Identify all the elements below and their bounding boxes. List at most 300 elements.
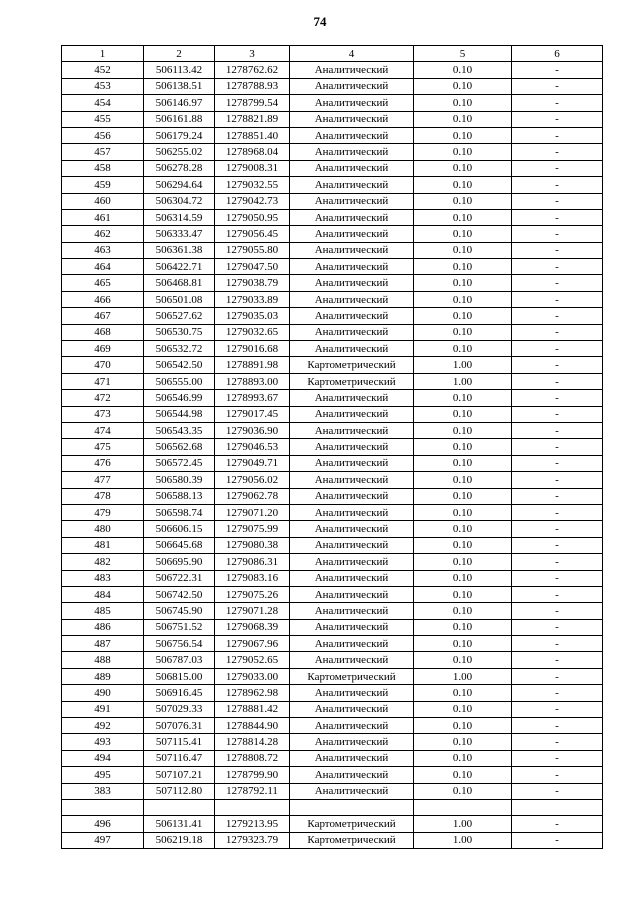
table-cell: 492 [62, 718, 144, 734]
table-cell: Аналитический [290, 127, 414, 143]
table-row [62, 570, 603, 586]
table-cell: Аналитический [290, 144, 414, 160]
table-cell: 1279017.45 [215, 406, 290, 422]
table-cell: - [512, 718, 603, 734]
table-cell: 1278762.62 [215, 62, 290, 78]
table-cell: 0.10 [414, 341, 512, 357]
table-cell: 0.10 [414, 750, 512, 766]
table-cell: 507029.33 [144, 701, 215, 717]
table-cell: Аналитический [290, 767, 414, 783]
table-cell: 506161.88 [144, 111, 215, 127]
table-cell: Аналитический [290, 242, 414, 258]
table-cell: 0.10 [414, 472, 512, 488]
table-cell: 0.10 [414, 422, 512, 438]
table-cell: Аналитический [290, 586, 414, 602]
table-cell: Аналитический [290, 324, 414, 340]
table-cell: 468 [62, 324, 144, 340]
table-cell: Аналитический [290, 504, 414, 520]
table-cell: 1279008.31 [215, 160, 290, 176]
table-cell: Аналитический [290, 275, 414, 291]
table-cell: - [512, 422, 603, 438]
table-cell: 506606.15 [144, 521, 215, 537]
table-cell: Аналитический [290, 472, 414, 488]
table-cell: 507076.31 [144, 718, 215, 734]
table-cell: Аналитический [290, 570, 414, 586]
table-cell: 1.00 [414, 832, 512, 848]
table-cell: 506278.28 [144, 160, 215, 176]
table-cell: 484 [62, 586, 144, 602]
table-row [62, 111, 603, 127]
table-cell: 1279033.89 [215, 291, 290, 307]
table-cell: Аналитический [290, 422, 414, 438]
table-cell: Аналитический [290, 177, 414, 193]
table-cell: Аналитический [290, 390, 414, 406]
table-row [62, 275, 603, 291]
table-cell: - [512, 603, 603, 619]
table-cell: 480 [62, 521, 144, 537]
table-cell: 456 [62, 127, 144, 143]
table-cell: 481 [62, 537, 144, 553]
table-cell: 488 [62, 652, 144, 668]
table-cell: - [512, 750, 603, 766]
table-cell: 0.10 [414, 488, 512, 504]
table-cell: Картометрический [290, 816, 414, 832]
table-cell: 0.10 [414, 636, 512, 652]
table-cell: 506572.45 [144, 455, 215, 471]
table-cell: 506756.54 [144, 636, 215, 652]
table-cell: 1279067.96 [215, 636, 290, 652]
table-cell: 473 [62, 406, 144, 422]
table-body [62, 62, 603, 849]
table-cell: Аналитический [290, 259, 414, 275]
table-cell [512, 799, 603, 815]
table-cell: 491 [62, 701, 144, 717]
table-cell: 497 [62, 832, 144, 848]
table-cell: 495 [62, 767, 144, 783]
table-row [62, 357, 603, 373]
table-cell: Аналитический [290, 308, 414, 324]
table-cell: Аналитический [290, 619, 414, 635]
column-header: 4 [290, 46, 414, 62]
table-cell: 506544.98 [144, 406, 215, 422]
table-cell: 506543.35 [144, 422, 215, 438]
table-cell: - [512, 324, 603, 340]
table-row [62, 504, 603, 520]
table-cell: 506588.13 [144, 488, 215, 504]
table-cell: - [512, 160, 603, 176]
table-row [62, 78, 603, 94]
table-cell: 506422.71 [144, 259, 215, 275]
table-cell: 506501.08 [144, 291, 215, 307]
table-cell: Аналитический [290, 652, 414, 668]
table-cell: 0.10 [414, 291, 512, 307]
table-cell [414, 799, 512, 815]
table-cell: Картометрический [290, 373, 414, 389]
table-cell: - [512, 439, 603, 455]
table-row [62, 734, 603, 750]
table-cell: - [512, 734, 603, 750]
table-cell: Аналитический [290, 291, 414, 307]
table-cell: 1279049.71 [215, 455, 290, 471]
table-cell: 475 [62, 439, 144, 455]
table-cell: 1278808.72 [215, 750, 290, 766]
table-row [62, 177, 603, 193]
table-cell: 506916.45 [144, 685, 215, 701]
table-cell [290, 799, 414, 815]
table-row [62, 521, 603, 537]
table-cell: - [512, 341, 603, 357]
table-row [62, 701, 603, 717]
table-cell: 464 [62, 259, 144, 275]
table-cell: 1279032.65 [215, 324, 290, 340]
table-cell: 1279052.65 [215, 652, 290, 668]
table-cell: 494 [62, 750, 144, 766]
table-cell: 0.10 [414, 439, 512, 455]
table-cell [62, 799, 144, 815]
table-row [62, 324, 603, 340]
table-cell: 506527.62 [144, 308, 215, 324]
table-cell: Аналитический [290, 701, 414, 717]
table-cell: 493 [62, 734, 144, 750]
table-cell: 0.10 [414, 144, 512, 160]
table-cell: - [512, 472, 603, 488]
table-cell: 1279038.79 [215, 275, 290, 291]
table-header-row [62, 46, 603, 62]
table-cell: 490 [62, 685, 144, 701]
table-cell: 1279042.73 [215, 193, 290, 209]
table-cell: - [512, 308, 603, 324]
table-cell: 0.10 [414, 586, 512, 602]
table-cell: 1279071.20 [215, 504, 290, 520]
column-header: 6 [512, 46, 603, 62]
table-cell: 0.10 [414, 685, 512, 701]
table-cell: 0.10 [414, 127, 512, 143]
table-cell: Аналитический [290, 209, 414, 225]
table-cell: 506255.02 [144, 144, 215, 160]
table-cell: 0.10 [414, 62, 512, 78]
table-cell: - [512, 406, 603, 422]
table-cell: 452 [62, 62, 144, 78]
table-row [62, 603, 603, 619]
table-cell: 0.10 [414, 95, 512, 111]
table-row [62, 619, 603, 635]
coordinates-table [61, 45, 603, 849]
table-cell: 0.10 [414, 554, 512, 570]
table-cell: 1279075.26 [215, 586, 290, 602]
table-row [62, 799, 603, 815]
table-cell: - [512, 537, 603, 553]
table-cell: 0.10 [414, 390, 512, 406]
table-cell: 1279075.99 [215, 521, 290, 537]
table-cell: - [512, 504, 603, 520]
table-cell: 506138.51 [144, 78, 215, 94]
table-cell: Аналитический [290, 537, 414, 553]
table-cell: 506751.52 [144, 619, 215, 635]
table-row [62, 291, 603, 307]
table-cell: 453 [62, 78, 144, 94]
table-cell: 0.10 [414, 406, 512, 422]
table-cell: 496 [62, 816, 144, 832]
table-cell: 477 [62, 472, 144, 488]
table-cell: 483 [62, 570, 144, 586]
table-cell: 506722.31 [144, 570, 215, 586]
table-cell: - [512, 144, 603, 160]
table-row [62, 144, 603, 160]
table-cell: - [512, 668, 603, 684]
table-cell: - [512, 619, 603, 635]
table-cell: 489 [62, 668, 144, 684]
table-cell: 1.00 [414, 357, 512, 373]
table-cell: 1279062.78 [215, 488, 290, 504]
table-cell: - [512, 767, 603, 783]
table-cell: 460 [62, 193, 144, 209]
table-cell: 1278851.40 [215, 127, 290, 143]
table-cell: 383 [62, 783, 144, 799]
table-cell: 506645.68 [144, 537, 215, 553]
table-cell: 463 [62, 242, 144, 258]
table-cell: 1279323.79 [215, 832, 290, 848]
table-cell: - [512, 127, 603, 143]
table-cell: 482 [62, 554, 144, 570]
table-cell: 1279056.02 [215, 472, 290, 488]
table-cell: 506530.75 [144, 324, 215, 340]
table-cell: 506598.74 [144, 504, 215, 520]
table-cell: 0.10 [414, 701, 512, 717]
table-cell: 1279032.55 [215, 177, 290, 193]
table-row [62, 652, 603, 668]
table-cell: 0.10 [414, 226, 512, 242]
table-row [62, 586, 603, 602]
page-number: 74 [313, 14, 327, 29]
table-row [62, 422, 603, 438]
table-row [62, 718, 603, 734]
table-row [62, 767, 603, 783]
table-cell: 455 [62, 111, 144, 127]
table-cell: 1278993.67 [215, 390, 290, 406]
table-cell: Аналитический [290, 406, 414, 422]
table-cell: 466 [62, 291, 144, 307]
table-row [62, 636, 603, 652]
table-row [62, 95, 603, 111]
table-row [62, 390, 603, 406]
table-cell: Аналитический [290, 455, 414, 471]
table-cell: - [512, 275, 603, 291]
table-cell: - [512, 357, 603, 373]
table-cell: 507115.41 [144, 734, 215, 750]
table-cell: 0.10 [414, 603, 512, 619]
table-cell: Аналитический [290, 111, 414, 127]
table-cell: 1278881.42 [215, 701, 290, 717]
table-cell: - [512, 783, 603, 799]
table-cell [215, 799, 290, 815]
table-cell: 506131.41 [144, 816, 215, 832]
table-cell: 506333.47 [144, 226, 215, 242]
table-cell: 0.10 [414, 767, 512, 783]
table-cell: 470 [62, 357, 144, 373]
table-row [62, 832, 603, 848]
table-cell: 1279213.95 [215, 816, 290, 832]
table-cell: 506562.68 [144, 439, 215, 455]
table-cell: Аналитический [290, 750, 414, 766]
table-cell: 506361.38 [144, 242, 215, 258]
table-cell: 1278821.89 [215, 111, 290, 127]
table-cell: Картометрический [290, 668, 414, 684]
table-cell: 459 [62, 177, 144, 193]
table-row [62, 160, 603, 176]
table-cell: - [512, 242, 603, 258]
table-cell: 478 [62, 488, 144, 504]
table-cell: 1279050.95 [215, 209, 290, 225]
table-cell: - [512, 62, 603, 78]
column-header: 3 [215, 46, 290, 62]
table-cell: 506294.64 [144, 177, 215, 193]
table-cell: 1279046.53 [215, 439, 290, 455]
table-cell: 465 [62, 275, 144, 291]
table-cell: 0.10 [414, 78, 512, 94]
table-cell: Аналитический [290, 95, 414, 111]
table-cell: 506555.00 [144, 373, 215, 389]
table-cell: 474 [62, 422, 144, 438]
table-cell: 0.10 [414, 521, 512, 537]
table-cell: 0.10 [414, 504, 512, 520]
table-cell: 1279047.50 [215, 259, 290, 275]
table-cell: - [512, 685, 603, 701]
table-cell: 507112.80 [144, 783, 215, 799]
table-cell: 1279083.16 [215, 570, 290, 586]
table-row [62, 341, 603, 357]
table-cell: 506219.18 [144, 832, 215, 848]
table-cell: 1279033.00 [215, 668, 290, 684]
table-cell: Картометрический [290, 832, 414, 848]
table-cell: 1278799.54 [215, 95, 290, 111]
table-cell: - [512, 586, 603, 602]
table-cell: 0.10 [414, 177, 512, 193]
table-cell: 506314.59 [144, 209, 215, 225]
table-cell: 1279016.68 [215, 341, 290, 357]
table-cell: - [512, 95, 603, 111]
table-cell: 506113.42 [144, 62, 215, 78]
table-cell: - [512, 78, 603, 94]
table-cell: Аналитический [290, 521, 414, 537]
table-cell: 1278788.93 [215, 78, 290, 94]
table-cell: 1279068.39 [215, 619, 290, 635]
table-cell: 1278792.11 [215, 783, 290, 799]
table-cell: 0.10 [414, 734, 512, 750]
table-cell: 457 [62, 144, 144, 160]
table-cell: Аналитический [290, 193, 414, 209]
table-row [62, 62, 603, 78]
table-row [62, 406, 603, 422]
table-cell: Аналитический [290, 62, 414, 78]
table-cell: 1278844.90 [215, 718, 290, 734]
table-row [62, 750, 603, 766]
table-cell: 506532.72 [144, 341, 215, 357]
table-cell: Аналитический [290, 439, 414, 455]
table-row [62, 439, 603, 455]
table-cell: - [512, 488, 603, 504]
table-cell: Аналитический [290, 341, 414, 357]
table-cell: 1278799.90 [215, 767, 290, 783]
table-cell: 0.10 [414, 619, 512, 635]
table-cell: - [512, 373, 603, 389]
table-row [62, 209, 603, 225]
table-cell: - [512, 177, 603, 193]
table-cell: - [512, 209, 603, 225]
table-cell: - [512, 701, 603, 717]
table-cell: Аналитический [290, 554, 414, 570]
table-cell: 506580.39 [144, 472, 215, 488]
table-cell: - [512, 652, 603, 668]
table-row [62, 668, 603, 684]
table-cell: 471 [62, 373, 144, 389]
column-header: 1 [62, 46, 144, 62]
table-cell: - [512, 816, 603, 832]
table-cell: 479 [62, 504, 144, 520]
table-cell: 1278891.98 [215, 357, 290, 373]
table-cell: - [512, 226, 603, 242]
table-cell: 0.10 [414, 455, 512, 471]
table-cell: 461 [62, 209, 144, 225]
table-cell: 0.10 [414, 242, 512, 258]
table-cell: 462 [62, 226, 144, 242]
table-cell: 0.10 [414, 160, 512, 176]
table-cell: Аналитический [290, 636, 414, 652]
table-cell: - [512, 259, 603, 275]
table-row [62, 259, 603, 275]
table-cell: 1279035.03 [215, 308, 290, 324]
table-cell: Аналитический [290, 78, 414, 94]
table-row [62, 127, 603, 143]
table-row [62, 816, 603, 832]
table-row [62, 537, 603, 553]
table-cell [144, 799, 215, 815]
table-cell: 506179.24 [144, 127, 215, 143]
table-cell: - [512, 193, 603, 209]
table-row [62, 472, 603, 488]
table-cell: 0.10 [414, 783, 512, 799]
table-row [62, 226, 603, 242]
table-cell: 506468.81 [144, 275, 215, 291]
table-cell: - [512, 521, 603, 537]
table-cell: 0.10 [414, 209, 512, 225]
table-cell: 507116.47 [144, 750, 215, 766]
table-row [62, 488, 603, 504]
table-cell: - [512, 832, 603, 848]
table-cell: 506542.50 [144, 357, 215, 373]
table-cell: 454 [62, 95, 144, 111]
table-cell: Аналитический [290, 685, 414, 701]
table-cell: 1279080.38 [215, 537, 290, 553]
table-row [62, 455, 603, 471]
table-cell: - [512, 390, 603, 406]
table-cell: 1278814.28 [215, 734, 290, 750]
table-cell: 506742.50 [144, 586, 215, 602]
table-cell: Аналитический [290, 734, 414, 750]
table-cell: - [512, 636, 603, 652]
table-cell: 1278962.98 [215, 685, 290, 701]
table-cell: 486 [62, 619, 144, 635]
table-row [62, 308, 603, 324]
table-cell: 506695.90 [144, 554, 215, 570]
table-cell: 0.10 [414, 570, 512, 586]
table-cell: Аналитический [290, 488, 414, 504]
table-cell: - [512, 554, 603, 570]
table-row [62, 554, 603, 570]
table-cell: Аналитический [290, 718, 414, 734]
table-cell: 0.10 [414, 111, 512, 127]
table-cell: 0.10 [414, 308, 512, 324]
table-cell: 1279055.80 [215, 242, 290, 258]
